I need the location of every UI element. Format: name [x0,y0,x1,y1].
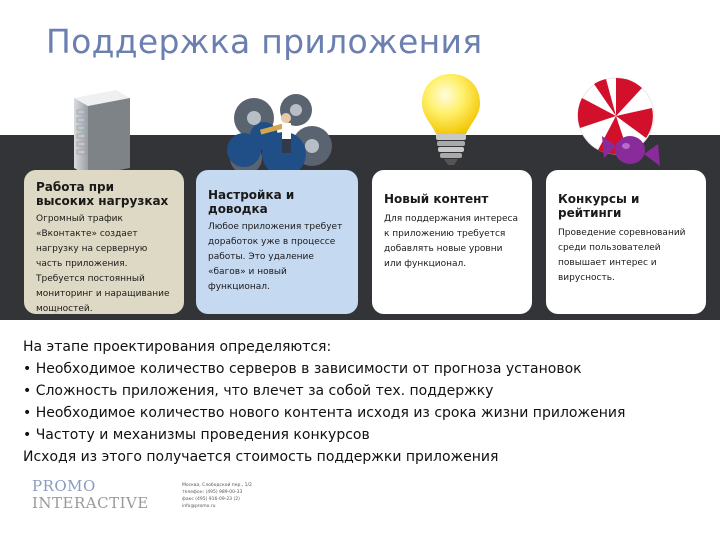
card-heading: Новый контент [384,192,489,206]
card-heading: Настройка и доводка [208,188,295,216]
card-high-load [24,170,184,314]
contact-address: Москва, Слободской пер., 1/2 [182,483,252,488]
lightbulb-icon [418,72,484,170]
gears-icon [224,88,334,180]
card-new-content [372,170,532,314]
server-icon [56,88,136,180]
list-intro: На этапе проектирования определяются: [23,339,332,355]
list-conclusion: Исходя из этого получается стоимость поддержки приложения [23,449,499,465]
list-item: • Частоту и механизмы проведения конкурсов [23,427,370,443]
contact-email: info@promo.ru [182,504,216,509]
candy-icon [566,74,666,172]
card-text: Для поддержания интереса к приложению требуется добавлять новые уровни или функционал. [384,214,519,269]
list-item: • Необходимое количество нового контента исходя из срока жизни приложения [23,405,626,421]
page-title: Поддержка приложения [46,22,483,61]
card-contests [546,170,706,314]
contact-info [182,482,252,510]
card-tuning [196,170,358,314]
logo-line-2: INTERACTIVE [32,494,149,512]
contact-phone: телефон: (495) 989-00-33 [182,490,243,495]
list-item: • Необходимое количество серверов в зависимости от прогноза установок [23,361,582,377]
list-item: • Сложность приложения, что влечет за собой тех. поддержку [23,383,494,399]
card-heading: Конкурсы и рейтинги [558,192,640,220]
design-stage-list [23,336,703,468]
card-text: Огромный трафик «Вконтакте» создает нагрузку на серверную часть приложения. Требуется постоянный мониторинг и наращивание мощностей. [36,214,170,314]
logo-line-1: PROMO [32,477,96,495]
contact-fax: факс (495) 916-09-23 (2) [182,497,240,502]
promo-interactive-logo [32,478,149,512]
card-text: Любое приложения требует доработок уже в процессе работы. Это удаление «багов» и новый функционал. [208,222,343,292]
card-text: Проведение соревнований среди пользователей повышает интерес и вирусность. [558,228,686,283]
card-heading: Работа при высоких нагрузках [36,180,169,208]
